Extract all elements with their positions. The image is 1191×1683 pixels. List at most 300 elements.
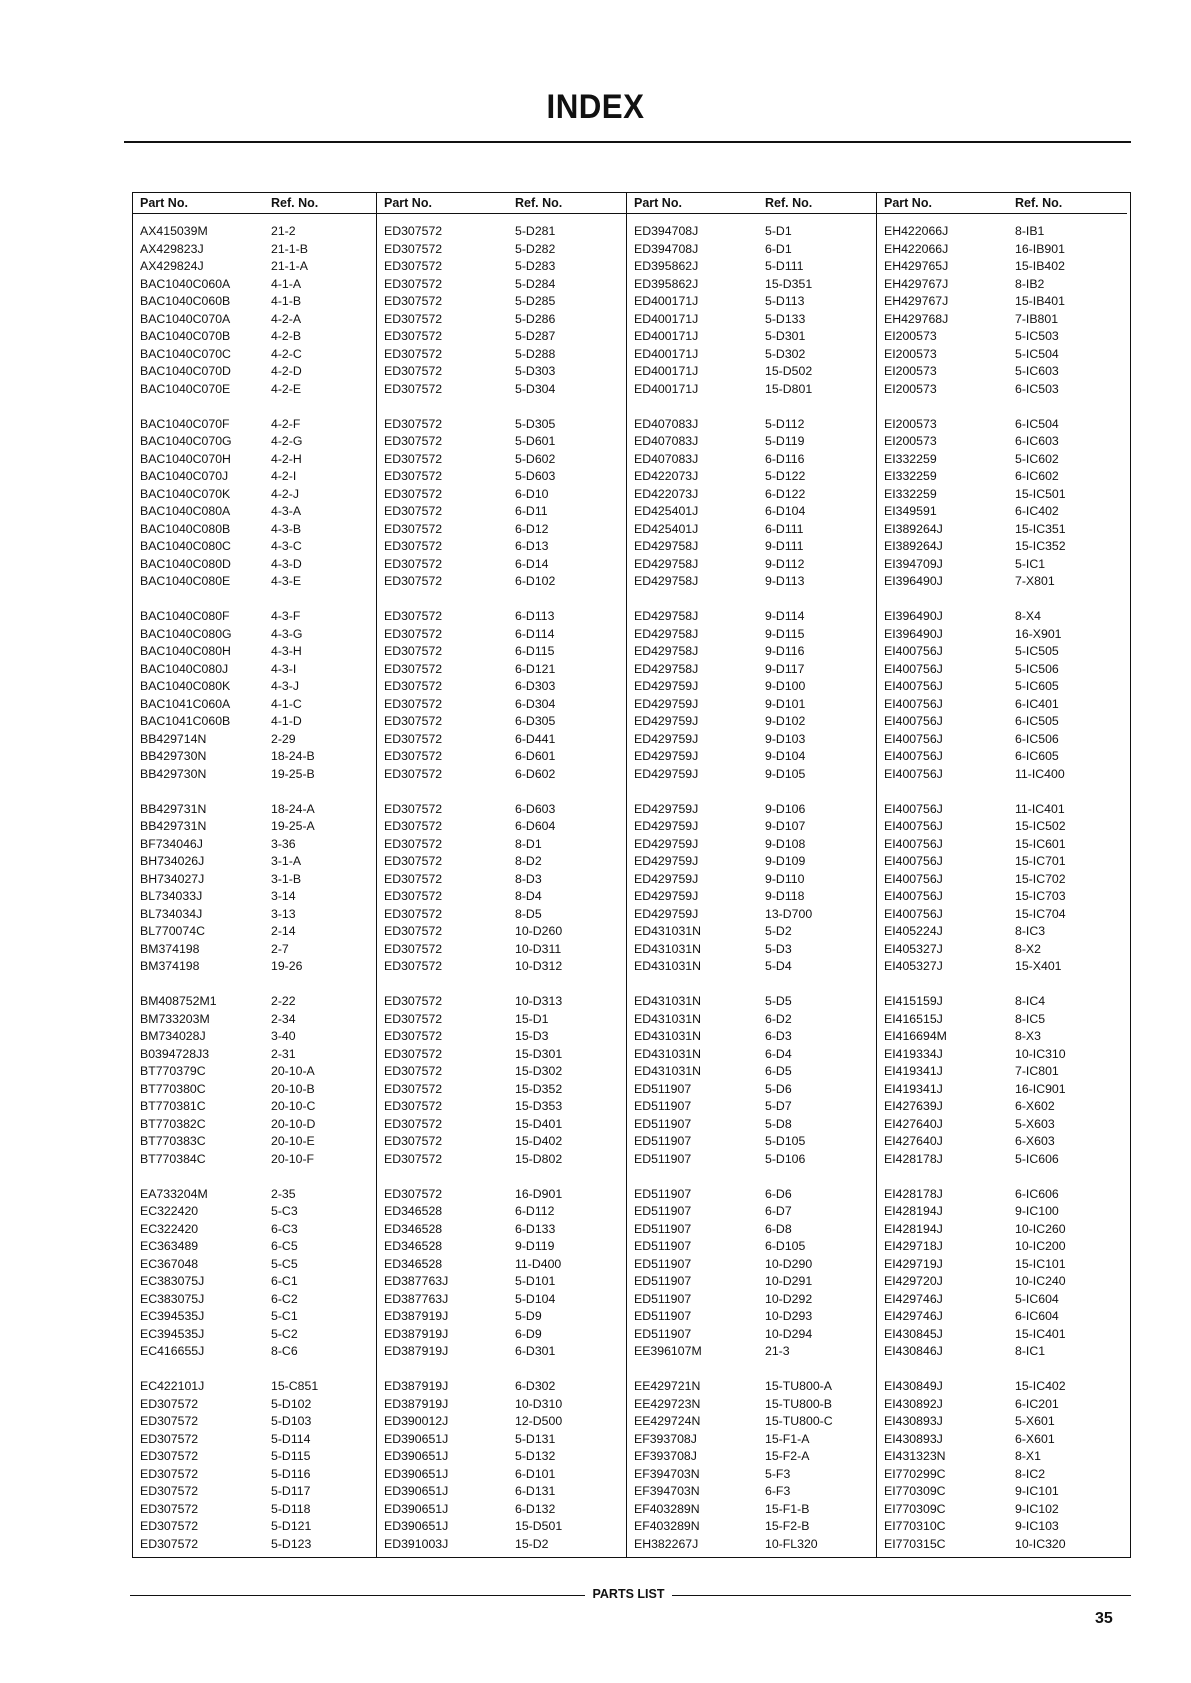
table-row	[377, 258, 627, 276]
ref-number: 5-D117	[271, 1484, 311, 1498]
table-row	[377, 1081, 627, 1099]
table-row	[877, 381, 1127, 399]
table-row	[133, 731, 383, 749]
part-number: BAC1040C080H	[140, 644, 231, 658]
ref-number: 9-D104	[765, 749, 806, 763]
table-row	[133, 941, 383, 959]
part-number: ED511907	[634, 1099, 692, 1113]
part-number: BAC1040C070C	[140, 346, 231, 361]
ref-number: 16-IC901	[1015, 1081, 1066, 1096]
ref-no-header: Ref. No.	[271, 196, 319, 210]
table-row	[627, 1448, 877, 1466]
part-number: BB429731N	[140, 819, 207, 833]
part-number: ED429759J	[634, 749, 699, 763]
part-number: BM733203M	[140, 1011, 210, 1026]
ref-number: 6-IC603	[1015, 434, 1059, 448]
ref-number: 6-IC602	[1015, 469, 1059, 483]
part-number: ED307572	[384, 434, 443, 448]
part-number: EF403289N	[634, 1501, 700, 1516]
ref-number: 4-2-D	[271, 364, 302, 378]
ref-number: 9-D110	[765, 871, 805, 886]
table-row	[627, 958, 877, 976]
part-number: BB429730N	[140, 766, 207, 781]
ref-number: 10-D292	[765, 1291, 813, 1306]
table-row	[877, 503, 1127, 521]
row-group	[627, 1378, 877, 1553]
table-row	[877, 538, 1127, 556]
part-number: BT770383C	[140, 1134, 206, 1148]
ref-number: 10-D313	[515, 994, 563, 1008]
ref-number: 6-D7	[765, 1204, 792, 1218]
table-row	[627, 1536, 877, 1554]
table-row	[627, 906, 877, 924]
ref-number: 5-D284	[515, 276, 556, 291]
table-row	[877, 713, 1127, 731]
ref-number: 6-C5	[271, 1239, 298, 1253]
part-number: ED400171J	[634, 346, 699, 361]
table-row	[377, 241, 627, 259]
ref-number: 9-D102	[765, 714, 806, 728]
ref-number: 5-D603	[515, 469, 556, 483]
row-group	[133, 223, 383, 398]
part-number: ED307572	[384, 1029, 443, 1043]
part-number: BF734046J	[140, 836, 203, 851]
table-row	[627, 521, 877, 539]
ref-number: 5-D116	[271, 1466, 311, 1481]
part-number: ED429758J	[634, 644, 699, 658]
ref-number: 2-31	[271, 1046, 296, 1061]
table-row	[877, 223, 1127, 241]
ref-number: 5-C2	[271, 1326, 298, 1341]
ref-number: 5-IC603	[1015, 364, 1059, 378]
ref-number: 5-D123	[271, 1536, 312, 1551]
part-number: ED511907	[634, 1291, 692, 1306]
ref-number: 10-IC260	[1015, 1221, 1066, 1236]
part-number: EI430892J	[884, 1396, 943, 1411]
part-number: BT770384C	[140, 1151, 206, 1166]
part-number: ED431031N	[634, 1029, 701, 1043]
table-row	[877, 1483, 1127, 1501]
row-group	[627, 416, 877, 591]
ref-number: 4-2-C	[271, 346, 302, 361]
ref-number: 10-D293	[765, 1309, 813, 1323]
table-row	[877, 1203, 1127, 1221]
ref-number: 5-IC605	[1015, 679, 1059, 693]
table-row	[133, 1098, 383, 1116]
part-number: BAC1040C070B	[140, 329, 231, 343]
ref-number: 6-D304	[515, 696, 556, 711]
table-row	[377, 1203, 627, 1221]
ref-number: 5-IC1	[1015, 556, 1046, 571]
part-number: ED400171J	[634, 294, 699, 308]
index-column-3	[626, 193, 877, 1557]
ref-number: 15-IC402	[1015, 1379, 1066, 1393]
table-row	[627, 1501, 877, 1519]
table-row	[133, 923, 383, 941]
table-row	[377, 538, 627, 556]
ref-number: 9-D116	[765, 644, 805, 658]
table-row	[133, 958, 383, 976]
table-row	[377, 1238, 627, 1256]
ref-number: 15-D353	[515, 1099, 563, 1113]
ref-number: 21-2	[271, 224, 296, 238]
part-number: EC322420	[140, 1221, 199, 1236]
part-number: ED307572	[384, 854, 443, 868]
row-group	[133, 1378, 383, 1553]
ref-number: 18-24-B	[271, 749, 315, 763]
table-row	[377, 276, 627, 294]
ref-number: 4-3-B	[271, 521, 302, 536]
part-number: EI400756J	[884, 766, 943, 781]
part-number: ED307572	[384, 329, 443, 343]
table-row	[877, 836, 1127, 854]
ref-number: 20-10-F	[271, 1151, 315, 1166]
part-number: BT770380C	[140, 1081, 206, 1096]
part-number: EH422066J	[884, 241, 949, 256]
ref-number: 5-D302	[765, 346, 806, 361]
part-number: B0394728J3	[140, 1046, 210, 1061]
table-row	[627, 1046, 877, 1064]
table-row	[877, 363, 1127, 381]
part-number: BAC1040C080D	[140, 556, 231, 571]
ref-number: 6-IC605	[1015, 749, 1059, 763]
ref-number: 6-IC504	[1015, 416, 1059, 431]
table-row	[133, 276, 383, 294]
ref-number: 11-IC401	[1015, 801, 1065, 816]
table-row	[627, 311, 877, 329]
part-number: ED307572	[140, 1519, 199, 1533]
part-number: EI200573	[884, 346, 937, 361]
ref-number: 5-IC504	[1015, 346, 1059, 361]
part-number: EI427639J	[884, 1099, 943, 1113]
ref-number: 19-25-A	[271, 819, 315, 833]
ref-number: 20-10-A	[271, 1064, 315, 1078]
ref-number: 15-IB401	[1015, 294, 1065, 308]
table-row	[877, 1308, 1127, 1326]
ref-number: 5-D102	[271, 1396, 312, 1411]
ref-number: 15-TU800-C	[765, 1414, 833, 1428]
ref-number: 5-D282	[515, 241, 556, 256]
table-row	[627, 433, 877, 451]
part-number: BT770379C	[140, 1064, 206, 1078]
table-row	[877, 1081, 1127, 1099]
ref-number: 9-D114	[765, 609, 805, 623]
table-row	[877, 818, 1127, 836]
table-row	[627, 1063, 877, 1081]
row-group	[877, 1186, 1127, 1361]
part-number: EC383075J	[140, 1291, 205, 1306]
table-row	[377, 818, 627, 836]
table-row	[377, 1028, 627, 1046]
ref-number: 5-D111	[765, 259, 804, 273]
table-row	[133, 468, 383, 486]
ref-number: 15-IC502	[1015, 819, 1066, 833]
ref-number: 6-D303	[515, 679, 556, 693]
table-row	[877, 993, 1127, 1011]
table-row	[377, 941, 627, 959]
part-number: EI400756J	[884, 889, 943, 903]
ref-number: 5-D303	[515, 364, 556, 378]
table-row	[627, 853, 877, 871]
part-number: ED511907	[634, 1204, 692, 1218]
table-row	[877, 661, 1127, 679]
table-row	[377, 906, 627, 924]
ref-number: 5-D103	[271, 1414, 312, 1428]
table-row	[627, 328, 877, 346]
part-number: EI405327J	[884, 959, 943, 973]
part-number: EI400756J	[884, 696, 943, 711]
part-number: EI428194J	[884, 1221, 943, 1236]
ref-number: 6-X602	[1015, 1099, 1055, 1113]
part-number: ED307572	[384, 941, 443, 956]
part-no-header: Part No.	[140, 196, 188, 210]
table-row	[377, 1431, 627, 1449]
title-rule	[124, 141, 1131, 143]
part-number: ED400171J	[634, 329, 699, 343]
table-row	[627, 1116, 877, 1134]
part-number: EI430849J	[884, 1379, 943, 1393]
part-number: ED425401J	[634, 504, 699, 518]
table-row	[133, 381, 383, 399]
ref-number: 15-D301	[515, 1046, 563, 1061]
table-row	[877, 801, 1127, 819]
table-row	[133, 608, 383, 626]
ref-number: 8-D3	[515, 871, 542, 886]
part-number: BAC1040C070J	[140, 469, 229, 483]
table-row	[377, 1291, 627, 1309]
ref-number: 4-3-A	[271, 504, 302, 518]
table-row	[627, 1518, 877, 1536]
table-row	[627, 1396, 877, 1414]
ref-number: 4-2-J	[271, 486, 300, 501]
ref-number: 8-IB1	[1015, 224, 1045, 238]
table-row	[877, 853, 1127, 871]
part-number: EI389264J	[884, 539, 943, 553]
table-row	[877, 1518, 1127, 1536]
ref-number: 9-D101	[765, 696, 806, 711]
ref-number: 5-X601	[1015, 1414, 1055, 1428]
part-number: EI770315C	[884, 1536, 946, 1551]
table-row	[133, 766, 383, 784]
table-row	[627, 1343, 877, 1361]
part-number: ED307572	[384, 486, 443, 501]
ref-number: 5-D104	[515, 1291, 556, 1306]
table-row	[377, 1186, 627, 1204]
part-number: EC322420	[140, 1204, 199, 1218]
table-row	[133, 328, 383, 346]
table-row	[877, 1011, 1127, 1029]
ref-number: 2-35	[271, 1186, 296, 1201]
ref-number: 4-2-B	[271, 329, 302, 343]
part-number: ED429758J	[634, 574, 699, 588]
table-row	[877, 643, 1127, 661]
row-group	[377, 223, 627, 398]
ref-number: 6-D115	[515, 644, 555, 658]
part-number: ED431031N	[634, 924, 701, 938]
part-number: EI400756J	[884, 749, 943, 763]
table-row	[877, 1046, 1127, 1064]
part-number: ED307572	[140, 1449, 199, 1463]
part-number: EI400756J	[884, 906, 943, 921]
part-number: ED407083J	[634, 434, 699, 448]
part-number: ED431031N	[634, 1064, 701, 1078]
table-row	[377, 223, 627, 241]
row-group	[627, 1186, 877, 1361]
table-row	[627, 608, 877, 626]
table-row	[627, 661, 877, 679]
ref-number: 21-1-A	[271, 259, 308, 273]
part-number: EI430893J	[884, 1431, 943, 1446]
part-number: ED429758J	[634, 626, 699, 641]
part-number: BT770381C	[140, 1099, 206, 1113]
ref-number: 10-D290	[765, 1256, 813, 1271]
ref-number: 6-D8	[765, 1221, 792, 1236]
table-row	[377, 416, 627, 434]
part-number: AX429824J	[140, 259, 204, 273]
row-group	[627, 801, 877, 976]
table-row	[377, 766, 627, 784]
ref-number: 5-D118	[271, 1501, 311, 1516]
ref-number: 10-IC320	[1015, 1536, 1066, 1551]
table-row	[627, 626, 877, 644]
table-row	[377, 1011, 627, 1029]
part-number: ED407083J	[634, 451, 699, 466]
index-column-4	[876, 193, 1127, 1557]
ref-number: 4-2-I	[271, 469, 297, 483]
part-number: BAC1040C080A	[140, 504, 231, 518]
ref-number: 12-D500	[515, 1414, 563, 1428]
table-row	[133, 1326, 383, 1344]
table-row	[133, 1483, 383, 1501]
part-number: ED511907	[634, 1256, 692, 1271]
table-row	[627, 818, 877, 836]
ref-number: 2-14	[271, 924, 296, 938]
ref-number: 4-1-C	[271, 696, 302, 711]
ref-number: 9-D118	[765, 889, 805, 903]
part-number: EF403289N	[634, 1519, 700, 1533]
part-number: ED307572	[384, 959, 443, 973]
column-header	[377, 193, 627, 214]
part-number: ED307572	[140, 1501, 199, 1516]
part-number: AX429823J	[140, 241, 204, 256]
table-row	[377, 503, 627, 521]
part-number: BM734028J	[140, 1029, 206, 1043]
part-number: EI389264J	[884, 521, 943, 536]
part-number: ED307572	[384, 644, 443, 658]
part-number: EI770309C	[884, 1501, 946, 1516]
ref-number: 9-D117	[765, 661, 805, 676]
part-number: EI428178J	[884, 1151, 943, 1166]
ref-number: 2-22	[271, 994, 296, 1008]
table-row	[377, 836, 627, 854]
table-row	[133, 1151, 383, 1169]
part-number: BAC1040C060A	[140, 276, 231, 291]
ref-number: 6-D441	[515, 731, 556, 746]
table-row	[133, 871, 383, 889]
ref-number: 6-X601	[1015, 1431, 1055, 1446]
part-number: ED511907	[634, 1081, 692, 1096]
ref-number: 16-IB901	[1015, 241, 1065, 256]
table-row	[377, 1518, 627, 1536]
ref-number: 5-IC505	[1015, 644, 1059, 658]
table-row	[877, 486, 1127, 504]
ref-number: 5-C3	[271, 1204, 298, 1218]
part-number: ED394708J	[634, 241, 699, 256]
row-group	[877, 801, 1127, 976]
ref-number: 6-F3	[765, 1484, 791, 1498]
table-row	[877, 1116, 1127, 1134]
part-number: EI429746J	[884, 1291, 943, 1306]
part-number: ED307572	[384, 1099, 443, 1113]
part-number: ED307572	[384, 609, 443, 623]
table-row	[133, 241, 383, 259]
table-row	[133, 696, 383, 714]
ref-number: 9-D111	[765, 539, 804, 553]
part-number: BAC1041C060B	[140, 714, 231, 728]
ref-number: 6-D603	[515, 801, 556, 816]
table-row	[627, 1273, 877, 1291]
ref-number: 15-IB402	[1015, 259, 1065, 273]
part-number: ED429758J	[634, 556, 699, 571]
table-row	[877, 258, 1127, 276]
table-row	[377, 1536, 627, 1554]
part-number: EI200573	[884, 364, 937, 378]
ref-number: 4-1-B	[271, 294, 302, 308]
ref-number: 15-IC601	[1015, 836, 1066, 851]
ref-number: 6-D11	[515, 504, 548, 518]
ref-number: 3-1-A	[271, 854, 302, 868]
part-number: ED400171J	[634, 364, 699, 378]
ref-number: 6-D602	[515, 766, 556, 781]
part-number: EE396107M	[634, 1344, 702, 1358]
table-row	[877, 1448, 1127, 1466]
ref-number: 6-IC503	[1015, 381, 1059, 396]
part-number: EF394703N	[634, 1484, 700, 1498]
table-row	[377, 696, 627, 714]
table-row	[877, 1238, 1127, 1256]
part-number: ED307572	[384, 749, 443, 763]
part-number: BAC1040C060B	[140, 294, 231, 308]
part-number: EI400756J	[884, 661, 943, 676]
part-number: EF394703N	[634, 1466, 700, 1481]
table-row	[377, 381, 627, 399]
ref-number: 6-D113	[515, 609, 555, 623]
part-number: EI428194J	[884, 1204, 943, 1218]
part-number: EI429719J	[884, 1256, 943, 1271]
part-number: ED307572	[384, 469, 443, 483]
ref-number: 21-3	[765, 1344, 790, 1358]
ref-number: 15-D1	[515, 1011, 549, 1026]
table-row	[627, 1326, 877, 1344]
ref-number: 10-FL320	[765, 1536, 818, 1551]
table-row	[377, 1046, 627, 1064]
table-row	[627, 1081, 877, 1099]
ref-number: 9-D115	[765, 626, 805, 641]
ref-number: 5-D119	[765, 434, 805, 448]
column-body	[627, 223, 877, 1571]
table-row	[377, 748, 627, 766]
part-number: BAC1040C080B	[140, 521, 231, 536]
part-number: ED387919J	[384, 1309, 449, 1323]
ref-number: 5-D105	[765, 1134, 806, 1148]
ref-number: 9-IC102	[1015, 1501, 1059, 1516]
footer-label: PARTS LIST	[592, 1587, 665, 1601]
part-number: ED307572	[140, 1414, 199, 1428]
ref-number: 16-D901	[515, 1186, 563, 1201]
ref-number: 6-IC506	[1015, 731, 1059, 746]
table-row	[133, 1273, 383, 1291]
part-number: ED511907	[634, 1274, 692, 1288]
